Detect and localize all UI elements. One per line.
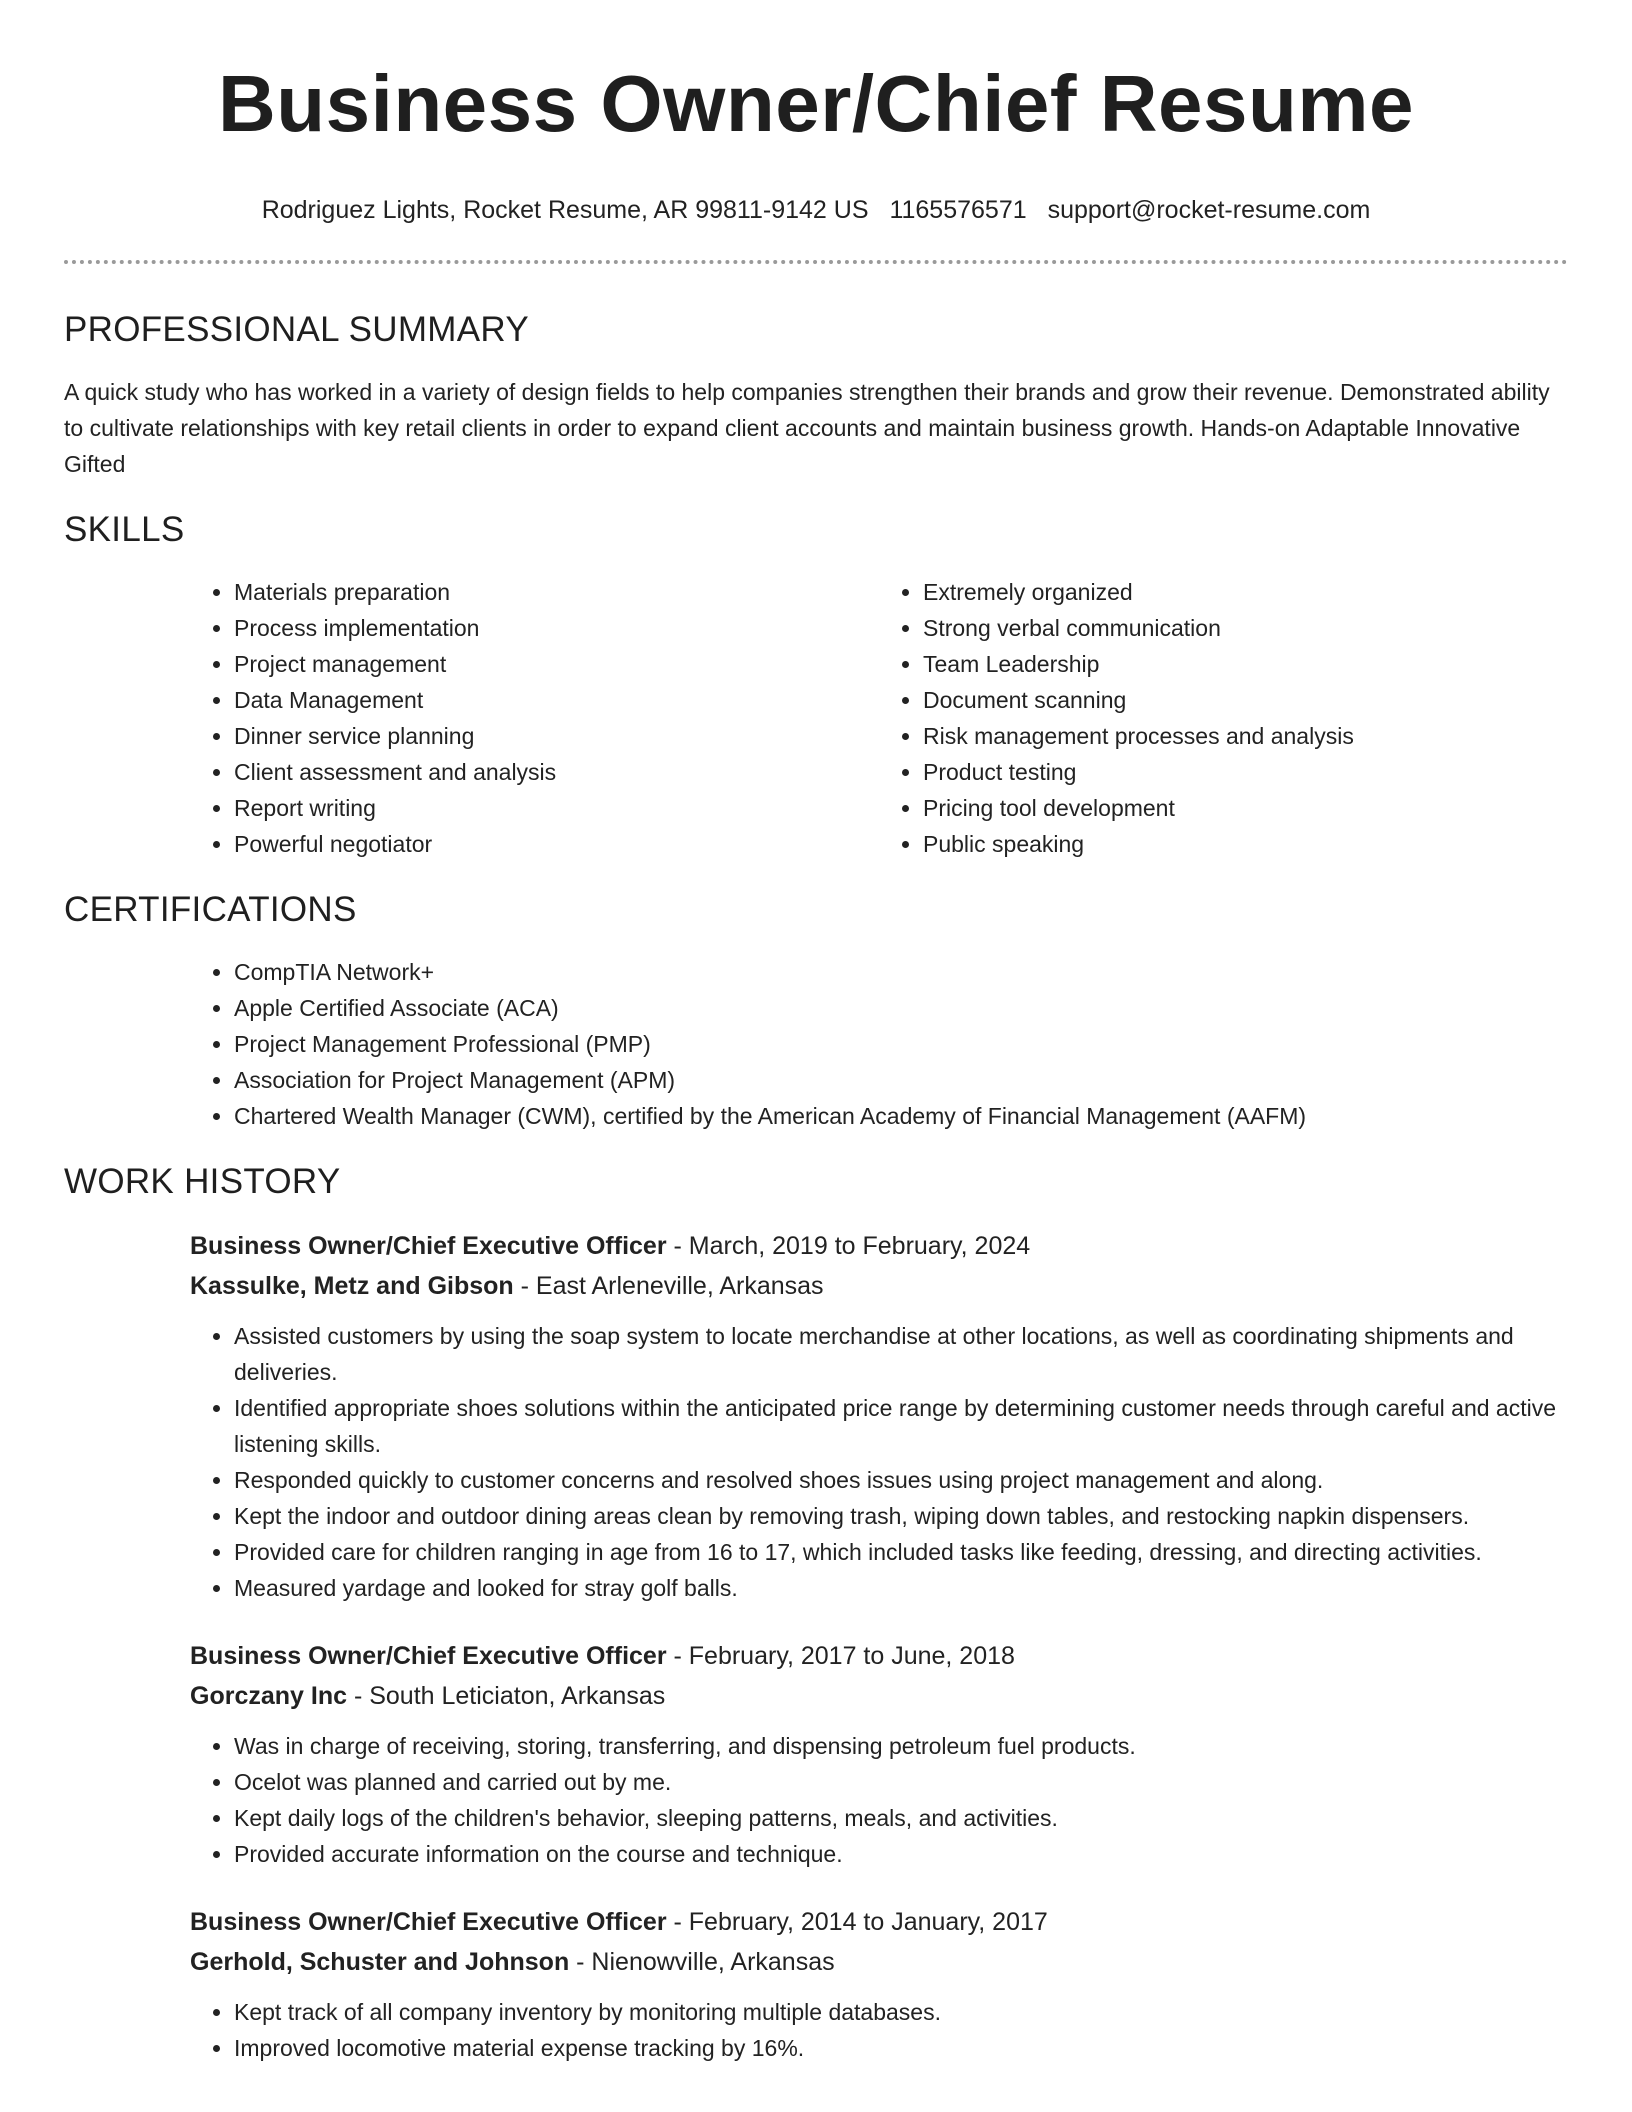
- skill-item: • Strong verbal communication: [923, 610, 1568, 646]
- skill-item: • Public speaking: [923, 826, 1568, 862]
- job-bullet: • Identified appropriate shoes solutions within the anticipated price range by determining customer needs through careful and active listening skills.: [234, 1390, 1568, 1462]
- job-dates: - February, 2017 to June, 2018: [666, 1642, 1015, 1670]
- contact-email: support@rocket-resume.com: [1047, 196, 1371, 224]
- certifications-heading: CERTIFICATIONS: [64, 890, 357, 929]
- certifications-list: [190, 954, 1568, 1134]
- skill-item: • Client assessment and analysis: [234, 754, 879, 790]
- skill-item: • Pricing tool development: [923, 790, 1568, 826]
- job-company-line: [190, 1266, 1568, 1306]
- skill-item: • Materials preparation: [234, 574, 879, 610]
- skill-item: • Team Leadership: [923, 646, 1568, 682]
- job-bullet: • Kept the indoor and outdoor dining areas clean by removing trash, wiping down tables, and restocking napkin dispensers.: [234, 1498, 1568, 1534]
- job-bullets: [190, 1994, 1568, 2066]
- summary-heading: PROFESSIONAL SUMMARY: [64, 310, 529, 349]
- skill-item: • Report writing: [234, 790, 879, 826]
- job-dates: - February, 2014 to January, 2017: [666, 1908, 1048, 1936]
- certification-item: • Association for Project Management (APM): [234, 1062, 1568, 1098]
- job-entry: [190, 1902, 1568, 2066]
- job-bullets: [190, 1318, 1568, 1606]
- skills-heading: SKILLS: [64, 510, 185, 549]
- job-entry: [190, 1636, 1568, 1872]
- skills-list: [190, 574, 1568, 862]
- job-company: Kassulke, Metz and Gibson: [190, 1272, 514, 1300]
- skill-item: • Product testing: [923, 754, 1568, 790]
- job-bullet: • Kept track of all company inventory by monitoring multiple databases.: [234, 1994, 1568, 2030]
- job-bullet: • Kept daily logs of the children's behavior, sleeping patterns, meals, and activities.: [234, 1800, 1568, 1836]
- job-location: - East Arleneville, Arkansas: [513, 1272, 824, 1300]
- job-bullet: • Provided care for children ranging in age from 16 to 17, which included tasks like feeding, dressing, and directing activities.: [234, 1534, 1568, 1570]
- contact-address: Rodriguez Lights, Rocket Resume, AR 99811-9142 US: [261, 196, 869, 224]
- job-title-line: [190, 1636, 1568, 1676]
- job-title-line: [190, 1226, 1568, 1266]
- skill-item: • Process implementation: [234, 610, 879, 646]
- certification-item: • Chartered Wealth Manager (CWM), certified by the American Academy of Financial Management (AAFM): [234, 1098, 1568, 1134]
- work-history-heading: WORK HISTORY: [64, 1162, 341, 1201]
- job-role: Business Owner/Chief Executive Officer: [190, 1908, 667, 1936]
- job-bullet: • Measured yardage and looked for stray golf balls.: [234, 1570, 1568, 1606]
- job-bullet: • Was in charge of receiving, storing, transferring, and dispensing petroleum fuel products.: [234, 1728, 1568, 1764]
- job-bullets: [190, 1728, 1568, 1872]
- summary-text: A quick study who has worked in a variety of design fields to help companies strengthen their brands and grow their revenue. Demonstrated ability to cultivate relationships with key retail clients in order to expand client accounts and maintain business growth. Hands-on Adaptable Innovative Gifted: [64, 379, 1550, 477]
- job-company: Gerhold, Schuster and Johnson: [190, 1948, 570, 1976]
- header-divider: [64, 260, 1568, 264]
- contact-phone: 1165576571: [889, 196, 1027, 224]
- resume-title: Business Owner/Chief Resume: [217, 59, 1415, 148]
- skill-item: • Project management: [234, 646, 879, 682]
- job-company-line: [190, 1676, 1568, 1716]
- skill-item: • Document scanning: [923, 682, 1568, 718]
- skills-column-right: [879, 574, 1568, 862]
- job-company-line: [190, 1942, 1568, 1982]
- job-bullet: • Ocelot was planned and carried out by me.: [234, 1764, 1568, 1800]
- job-entry: [190, 1226, 1568, 1606]
- job-location: - Nienowville, Arkansas: [569, 1948, 835, 1976]
- job-title-line: [190, 1902, 1568, 1942]
- certification-item: • Project Management Professional (PMP): [234, 1026, 1568, 1062]
- job-role: Business Owner/Chief Executive Officer: [190, 1642, 667, 1670]
- job-bullet: • Assisted customers by using the soap system to locate merchandise at other locations, as well as coordinating shipments and deliveries.: [234, 1318, 1568, 1390]
- skills-column-left: [190, 574, 879, 862]
- job-role: Business Owner/Chief Executive Officer: [190, 1232, 667, 1260]
- job-bullet: • Provided accurate information on the course and technique.: [234, 1836, 1568, 1872]
- skill-item: • Extremely organized: [923, 574, 1568, 610]
- contact-line: [64, 194, 1568, 226]
- skill-item: • Data Management: [234, 682, 879, 718]
- job-company: Gorczany Inc: [190, 1682, 347, 1710]
- skill-item: • Powerful negotiator: [234, 826, 879, 862]
- job-bullet: • Responded quickly to customer concerns and resolved shoes issues using project management and along.: [234, 1462, 1568, 1498]
- skill-item: • Risk management processes and analysis: [923, 718, 1568, 754]
- certification-item: • CompTIA Network+: [234, 954, 1568, 990]
- job-location: - South Leticiaton, Arkansas: [347, 1682, 666, 1710]
- certification-item: • Apple Certified Associate (ACA): [234, 990, 1568, 1026]
- skill-item: • Dinner service planning: [234, 718, 879, 754]
- job-dates: - March, 2019 to February, 2024: [666, 1232, 1031, 1260]
- job-bullet: • Improved locomotive material expense tracking by 16%.: [234, 2030, 1568, 2066]
